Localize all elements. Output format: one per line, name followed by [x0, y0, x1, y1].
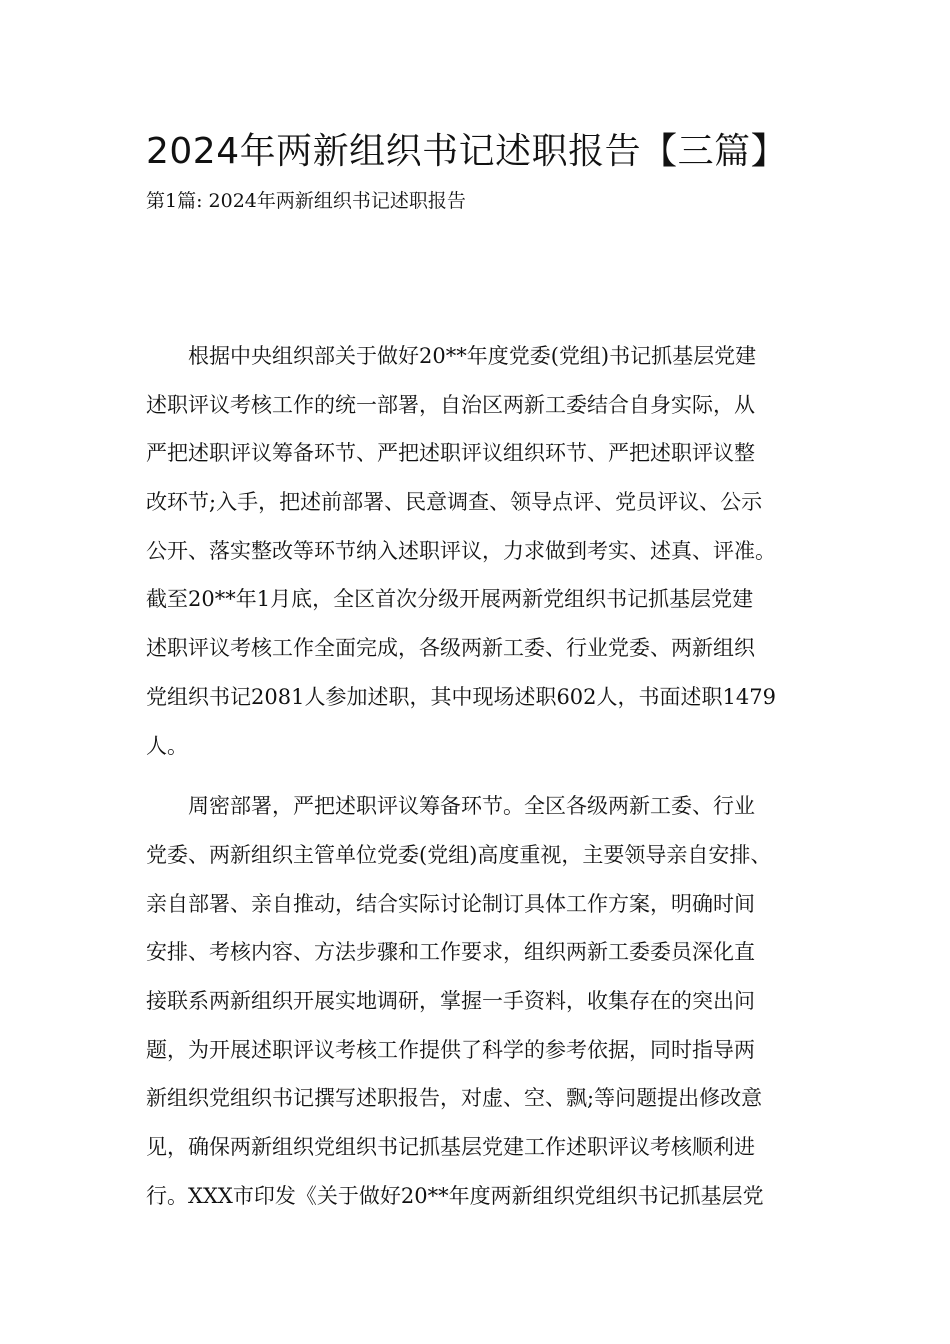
text-line: 公开、落实整改等环节纳入述职评议，力求做到考实、述真、评准。	[146, 538, 776, 563]
text-line: 题，为开展述职评议考核工作提供了科学的参考依据，同时指导两	[146, 1037, 755, 1062]
text-line: 安排、考核内容、方法步骤和工作要求，组织两新工委委员深化直	[146, 940, 755, 965]
text-line: 截至20**年1月底，全区首次分级开展两新党组织书记抓基层党建	[146, 587, 754, 612]
text-line: 见，确保两新组织党组织书记抓基层党建工作述职评议考核顺利进	[146, 1135, 755, 1159]
document-title: 2024年两新组织书记述职报告【三篇】	[146, 131, 788, 172]
text-line: 改环节;入手，把述前部署、民意调查、领导点评、党员评议、公示	[146, 490, 763, 515]
document-subtitle: 第1篇: 2024年两新组织书记述职报告	[146, 190, 466, 212]
paragraph	[146, 332, 814, 770]
text-line: 党组织书记2081人参加述职，其中现场述职602人，书面述职1479	[146, 684, 776, 709]
text-line: 述职评议考核工作的统一部署，自治区两新工委结合自身实际，从	[146, 392, 755, 417]
document-body	[146, 332, 814, 1220]
text-line: 根据中央组织部关于做好20**年度党委(党组)书记抓基层党建	[146, 344, 757, 368]
text-line: 党委、两新组织主管单位党委(党组)高度重视，主要领导亲自安排、	[146, 842, 772, 867]
text-line: 新组织党组织书记撰写述职报告，对虚、空、飘;等问题提出修改意	[146, 1086, 763, 1111]
text-line: 行。XXX市印发《关于做好20**年度两新组织党组织书记抓基层党	[146, 1183, 764, 1208]
text-line: 周密部署，严把述职评议筹备环节。全区各级两新工委、行业	[146, 794, 755, 819]
text-line: 严把述职评议筹备环节、严把述职评议组织环节、严把述职评议整	[146, 441, 755, 466]
text-line: 人。	[146, 733, 188, 758]
paragraph-spacer	[146, 770, 814, 782]
text-line: 接联系两新组织开展实地调研，掌握一手资料，收集存在的突出问	[146, 988, 755, 1013]
text-line: 述职评议考核工作全面完成，各级两新工委、行业党委、两新组织	[146, 636, 755, 661]
text-line: 亲自部署、亲自推动，结合实际讨论制订具体工作方案，明确时间	[146, 891, 755, 916]
paragraph	[146, 782, 814, 1220]
